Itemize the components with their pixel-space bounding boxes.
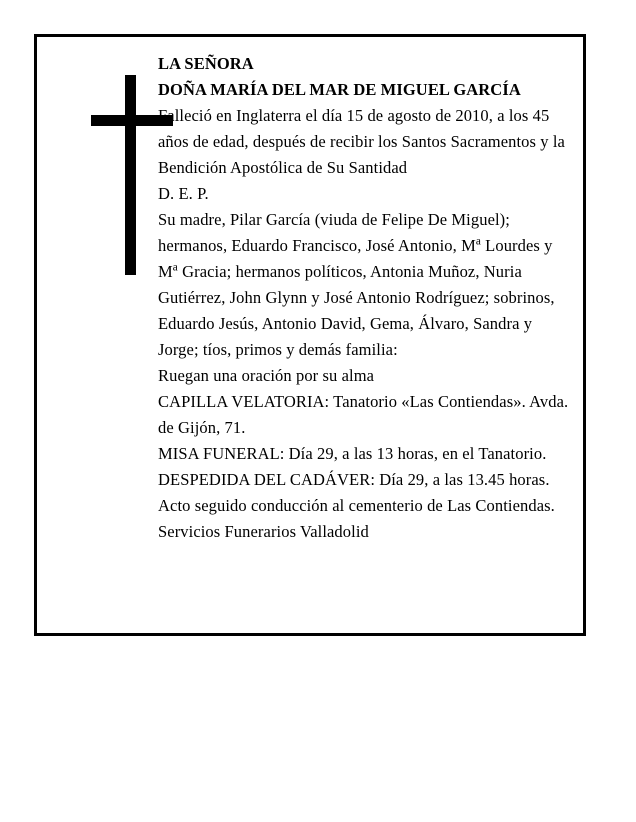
paragraph-death-details: Falleció en Inglaterra el día 15 de agosto de 2010, a los 45 años de edad, después de recibir los Santos Sacramentos y la Bendición Apostólica de Su Santidad — [158, 106, 565, 177]
paragraph-prayer-request: Ruegan una oración por su alma — [158, 366, 375, 385]
obituary-text-column — [158, 51, 576, 545]
paragraph-survivors: Su madre, Pilar García (viuda de Felipe De Miguel); hermanos, Eduardo Francisco, José Antonio, $M^a$ Lourdes y $M^a$ Gracia; hermanos políticos, Antonia Muñoz, Nuria Gutiérrez, John Glynn y José Antonio Rodríguez; sobrinos, Eduardo Jesús, Antonio David, Gema, Álvaro, Sandra y Jorge; tíos, primos y demás familia: — [158, 210, 555, 359]
paragraph-funeral-service-provider: Servicios Funerarios Valladolid — [158, 522, 369, 541]
paragraph-farewell: DESPEDIDA DEL CADÁVER: Día 29, a las 13.45 horas. Acto seguido conducción al cementerio de Las Contiendas. — [158, 470, 555, 515]
paragraph-dep: D. E. P. — [158, 184, 209, 203]
heading-name: DOÑA MARÍA DEL MAR DE MIGUEL GARCÍA — [158, 80, 521, 99]
obituary-notice-frame — [34, 34, 586, 636]
paragraph-chapel: CAPILLA VELATORIA: Tanatorio «Las Contiendas». Avda. de Gijón, 71. — [158, 392, 569, 437]
heading-title: LA SEÑORA — [158, 54, 254, 73]
cross-vertical-bar — [125, 75, 136, 275]
paragraph-funeral-mass: MISA FUNERAL: Día 29, a las 13 horas, en el Tanatorio. — [158, 444, 547, 463]
